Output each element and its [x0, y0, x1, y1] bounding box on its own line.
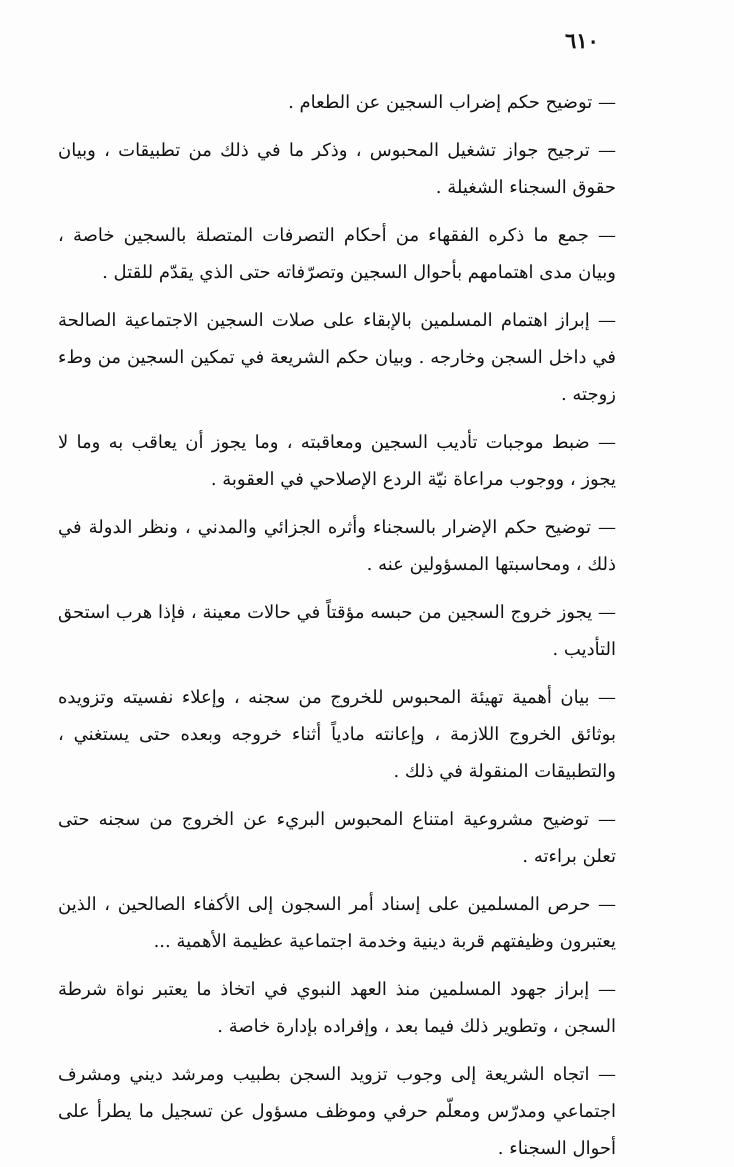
- list-item: — حرص المسلمين على إسناد أمر السجون إلى الأكفاء الصالحين ، الذين يعتبرون وظيفتهم قربة دينية وخدمة اجتماعية عظيمة الأهمية ...: [58, 894, 616, 952]
- list-item: — جمع ما ذكره الفقهاء من أحكام التصرفات المتصلة بالسجين خاصة ، وبيان مدى اهتمامهم بأحوال السجين وتصرّفاته حتى الذي يقدّم للقتل .: [58, 225, 616, 283]
- list-item: — توضيح حكم إضراب السجين عن الطعام .: [288, 92, 616, 113]
- list-item: — إبراز اهتمام المسلمين بالإبقاء على صلات السجين الاجتماعية الصالحة في داخل السجن وخارجه . وبيان حكم الشريعة في تمكين السجين من وطء زوجته .: [58, 310, 616, 405]
- list-item: — اتجاه الشريعة إلى وجوب تزويد السجن بطبيب ومرشد ديني ومشرف اجتماعي ومدرّس ومعلّم حرفي وموظف مسؤول عن تسجيل ما يطرأ على أحوال السجناء .: [58, 1064, 616, 1159]
- list-item: — توضيح حكم الإضرار بالسجناء وأثره الجزائي والمدني ، ونظر الدولة في ذلك ، ومحاسبتها المسؤولين عنه .: [58, 517, 616, 575]
- list-item: — إبراز جهود المسلمين منذ العهد النبوي في اتخاذ ما يعتبر نواة شرطة السجن ، وتطوير ذلك فيما بعد ، وإفراده بإدارة خاصة .: [58, 979, 616, 1037]
- page-body: [58, 84, 616, 1167]
- list-item: — توضيح مشروعية امتناع المحبوس البريء عن الخروج من سجنه حتى تعلن براءته .: [58, 809, 616, 867]
- page-number: ٦١٠: [565, 28, 599, 53]
- list-item: — ترجيح جواز تشغيل المحبوس ، وذكر ما في ذلك من تطبيقات ، وبيان حقوق السجناء الشغيلة .: [58, 140, 617, 198]
- list-item: — بيان أهمية تهيئة المحبوس للخروج من سجنه ، وإعلاء نفسيته وتزويده بوثائق الخروج اللازمة ، وإعانته مادياً أثناء خروجه وبعده حتى يستغني ، والتطبيقات المنقولة في ذلك .: [58, 687, 616, 782]
- list-item: — ضبط موجبات تأديب السجين ومعاقبته ، وما يجوز أن يعاقب به وما لا يجوز ، ووجوب مراعاة نيّة الردع الإصلاحي في العقوبة .: [58, 432, 616, 490]
- list-item: — يجوز خروج السجين من حبسه مؤقتاً في حالات معينة ، فإذا هرب استحق التأديب .: [58, 602, 617, 660]
